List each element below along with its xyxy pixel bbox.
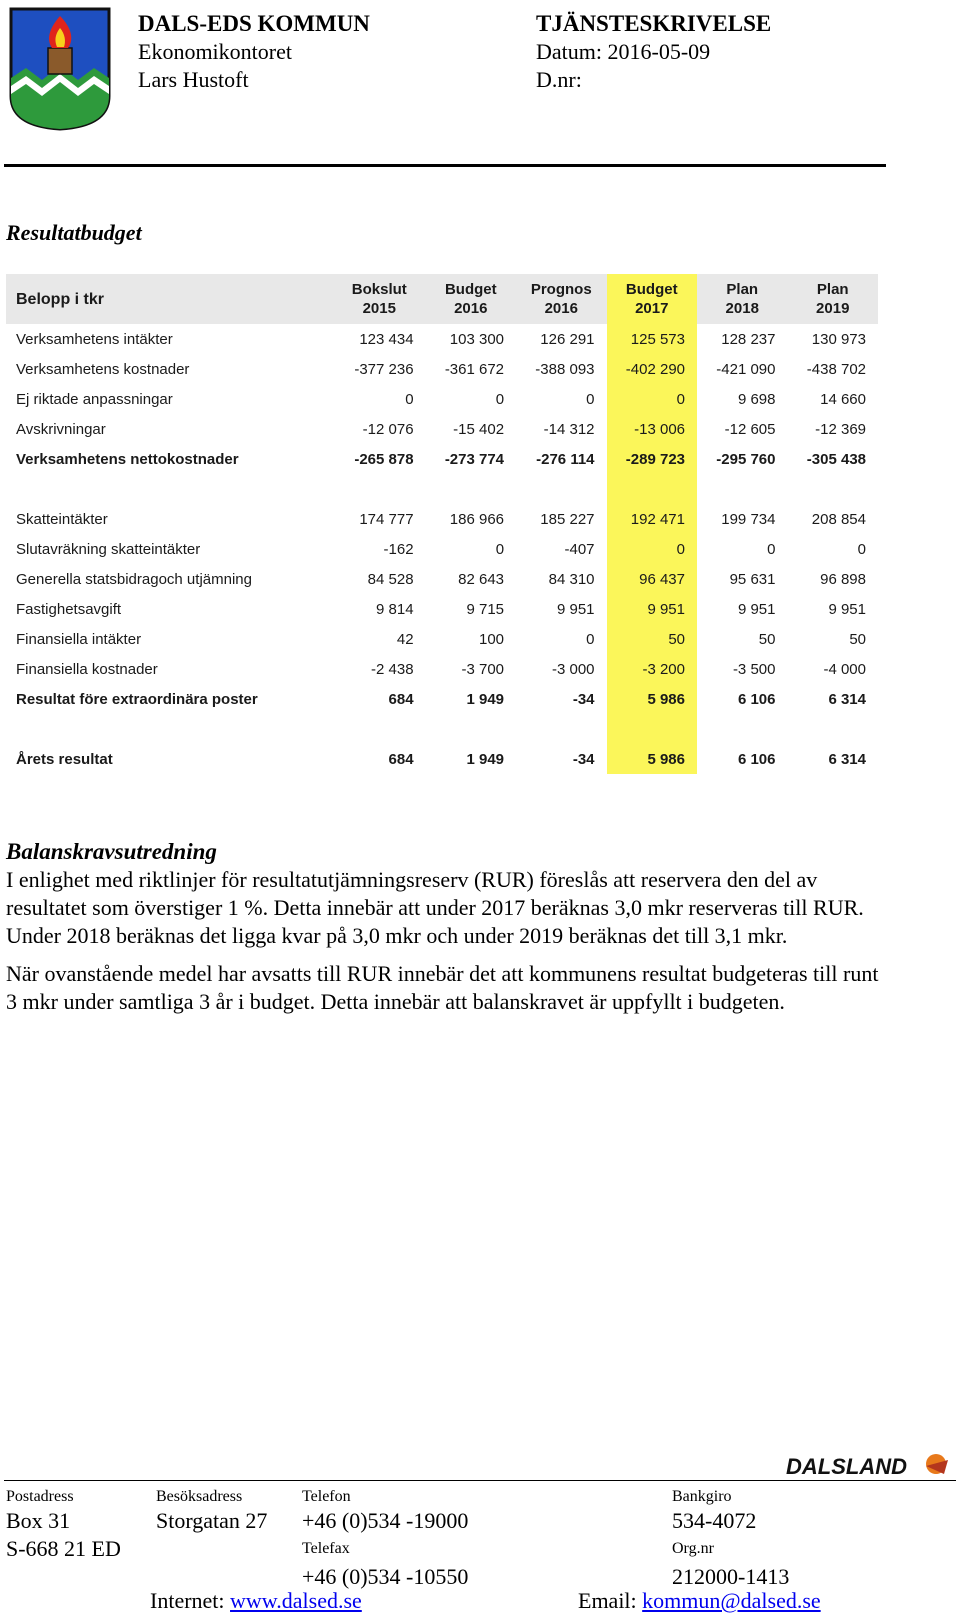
table-cell: 5 986	[607, 744, 697, 774]
table-row	[6, 444, 878, 474]
header-right	[536, 10, 771, 94]
municipality-coat-of-arms-logo	[8, 6, 112, 132]
email-link[interactable]: kommun@dalsed.se	[642, 1588, 821, 1613]
balance-paragraph-2: När ovanstående medel har avsatts till RUR innebär det att kommunens resultat budgeteras till runt 3 mkr under samtliga 3 år i budget. Detta innebär att balanskravet är uppfyllt i budgeten.	[6, 961, 879, 1014]
postadress-label: Postadress	[6, 1488, 74, 1505]
row-label: Slutavräkning skatteintäkter	[16, 540, 201, 558]
table-cell: 6 106	[737, 690, 776, 708]
table-cell: -305 438	[806, 450, 866, 468]
table-cell: 6 314	[828, 750, 866, 768]
table-row	[6, 354, 878, 384]
row-label: Årets resultat	[16, 750, 113, 768]
column-header-label: Belopp i tkr	[16, 290, 105, 308]
table-cell: 1 949	[466, 690, 505, 708]
besoksadress-value: Storgatan 27	[156, 1508, 268, 1533]
table-cell: -162	[383, 540, 414, 558]
telefax-label: Telefax	[302, 1540, 350, 1557]
table-row	[6, 684, 878, 714]
table-cell: 0	[495, 540, 505, 558]
table-cell: -361 672	[444, 360, 505, 378]
row-label: Ej riktade anpassningar	[16, 390, 173, 408]
balance-requirement-section	[6, 838, 886, 1016]
column-header: Bokslut 2015	[351, 281, 407, 317]
table-cell: -12 076	[362, 420, 414, 438]
table-cell: 174 777	[359, 510, 414, 528]
table-cell: -402 290	[607, 354, 697, 384]
table-cell: 128 237	[721, 330, 776, 348]
row-label: Finansiella intäkter	[16, 630, 142, 648]
table-cell: -3 500	[732, 660, 776, 678]
table-cell: 1 949	[466, 750, 505, 768]
row-label: Fastighetsavgift	[16, 600, 122, 618]
row-label: Generella statsbidragoch utjämning	[16, 570, 252, 588]
table-cell: 0	[857, 540, 866, 558]
bankgiro-label: Bankgiro	[672, 1488, 732, 1505]
table-cell: 126 291	[540, 330, 595, 348]
table-cell: 96 898	[820, 570, 866, 588]
table-row	[6, 384, 878, 414]
doc-type: TJÄNSTESKRIVELSE	[536, 11, 772, 36]
table-cell: 125 573	[607, 324, 697, 354]
postadress-line2: S-668 21 ED	[6, 1536, 121, 1561]
row-label: Verksamhetens intäkter	[16, 330, 173, 348]
table-cell: -289 723	[607, 444, 697, 474]
table-cell: 82 643	[458, 570, 505, 588]
table-cell: 0	[607, 384, 697, 414]
table-cell: -388 093	[535, 360, 595, 378]
table-cell: 0	[495, 390, 505, 408]
table-cell: -265 878	[354, 450, 414, 468]
table-row	[6, 594, 878, 624]
balance-paragraph-1: I enlighet med riktlinjer för resultatutjämningsreserv (RUR) föreslås att reservera den del av resultatet som överstiger 1 %. Detta innebär att under 2017 beräknas 3,0 mkr reserveras till RUR. Under 2018 beräknas det ligga kvar på 3,0 mkr och under 2019 beräknas det till 3,1 mkr.	[6, 867, 864, 948]
table-cell: 9 715	[466, 600, 505, 618]
website-link[interactable]: www.dalsed.se	[230, 1588, 362, 1613]
table-spacer-row	[6, 474, 878, 504]
table-cell: -34	[572, 750, 595, 768]
table-row	[6, 654, 878, 684]
table-cell: 50	[607, 624, 697, 654]
email-label: Email:	[578, 1588, 637, 1613]
table-cell: 6 106	[737, 750, 776, 768]
orgnr-label: Org.nr	[672, 1540, 714, 1557]
table-cell: 6 314	[828, 690, 866, 708]
column-header: Plan 2018	[725, 281, 759, 317]
table-cell: -3 700	[461, 660, 505, 678]
header-left	[138, 10, 370, 94]
table-cell: -4 000	[823, 660, 866, 678]
column-header: Budget 2016	[444, 281, 497, 317]
table-row	[6, 414, 878, 444]
orgnr-value: 212000-1413	[672, 1564, 790, 1589]
table-cell: -438 702	[806, 360, 866, 378]
table-cell: -407	[564, 540, 595, 558]
table-cell: -2 438	[371, 660, 414, 678]
table-cell: -12 605	[724, 420, 776, 438]
author: Lars Hustoft	[138, 67, 249, 92]
internet-line	[150, 1588, 362, 1614]
besoksadress-label: Besöksadress	[156, 1488, 243, 1505]
table-cell: -377 236	[354, 360, 414, 378]
table-row	[6, 744, 878, 774]
row-label: Verksamhetens nettokostnader	[16, 450, 239, 468]
row-label: Resultat före extraordinära poster	[16, 690, 258, 708]
table-cell: 192 471	[607, 504, 697, 534]
table-cell: 14 660	[820, 390, 866, 408]
table-cell: 684	[388, 750, 414, 768]
table-cell: -421 090	[716, 360, 776, 378]
table-cell: 9 951	[607, 594, 697, 624]
table-header-row	[6, 274, 878, 324]
header-divider	[4, 164, 886, 167]
table-cell: 0	[586, 390, 595, 408]
row-label: Finansiella kostnader	[16, 660, 158, 678]
department: Ekonomikontoret	[138, 39, 292, 64]
table-cell: -12 369	[815, 420, 866, 438]
table-cell: -3 200	[607, 654, 697, 684]
row-label: Verksamhetens kostnader	[16, 360, 190, 378]
table-row	[6, 624, 878, 654]
table-cell: 42	[396, 630, 414, 648]
table-cell: 0	[405, 390, 414, 408]
result-budget-table	[6, 274, 878, 774]
table-cell: 100	[479, 630, 505, 648]
table-cell: 9 951	[556, 600, 595, 618]
table-cell: 9 951	[737, 600, 776, 618]
table-row	[6, 324, 878, 354]
table-cell: 123 434	[359, 330, 414, 348]
table-row	[6, 534, 878, 564]
dalsland-brand-logo	[786, 1448, 956, 1482]
table-row	[6, 504, 878, 534]
email-line	[578, 1588, 821, 1614]
table-cell: 0	[586, 630, 595, 648]
org-name: DALS-EDS KOMMUN	[138, 11, 370, 36]
table-cell: 9 814	[376, 600, 414, 618]
table-cell: -15 402	[453, 420, 505, 438]
footer-divider	[4, 1480, 956, 1481]
table-cell: 50	[849, 630, 866, 648]
section-title: Resultatbudget	[6, 220, 142, 245]
balance-subtitle: Balanskravsutredning	[6, 839, 217, 864]
table-cell: 9 698	[737, 390, 776, 408]
table-cell: 0	[767, 540, 776, 558]
table-cell: 199 734	[721, 510, 776, 528]
internet-label: Internet:	[150, 1588, 225, 1613]
column-header-highlighted: Budget 2017	[607, 274, 697, 324]
table-cell: 130 973	[811, 330, 866, 348]
table-cell: 103 300	[449, 330, 505, 348]
table-cell: -14 312	[543, 420, 595, 438]
table-cell: -3 000	[551, 660, 595, 678]
table-cell: 96 437	[607, 564, 697, 594]
table-cell: 186 966	[449, 510, 505, 528]
doc-dnr: D.nr:	[536, 67, 582, 92]
postadress-line1: Box 31	[6, 1508, 71, 1533]
table-cell: 0	[607, 534, 697, 564]
column-header: Plan 2019	[816, 281, 850, 317]
table-spacer-row	[6, 714, 878, 744]
table-cell: 84 528	[367, 570, 414, 588]
row-label: Avskrivningar	[16, 420, 106, 438]
telefon-value: +46 (0)534 -19000	[302, 1508, 469, 1533]
table-row	[6, 564, 878, 594]
table-cell: -34	[572, 690, 595, 708]
table-cell: -273 774	[444, 450, 505, 468]
row-label: Skatteintäkter	[16, 510, 108, 528]
telefax-value: +46 (0)534 -10550	[302, 1564, 469, 1589]
table-cell: 50	[758, 630, 776, 648]
svg-text:DALSLAND: DALSLAND	[786, 1454, 907, 1479]
table-cell: -276 114	[536, 450, 595, 468]
table-cell: -13 006	[607, 414, 697, 444]
doc-date: Datum: 2016-05-09	[536, 39, 711, 64]
table-cell: -295 760	[716, 450, 776, 468]
column-header: Prognos 2016	[530, 281, 592, 317]
table-cell: 208 854	[811, 510, 866, 528]
telefon-label: Telefon	[302, 1488, 351, 1505]
table-cell: 684	[388, 690, 414, 708]
bankgiro-value: 534-4072	[672, 1508, 757, 1533]
table-cell: 5 986	[607, 684, 697, 714]
table-cell: 9 951	[828, 600, 866, 618]
table-cell: 185 227	[540, 510, 595, 528]
table-cell: 95 631	[729, 570, 776, 588]
table-cell: 84 310	[548, 570, 595, 588]
